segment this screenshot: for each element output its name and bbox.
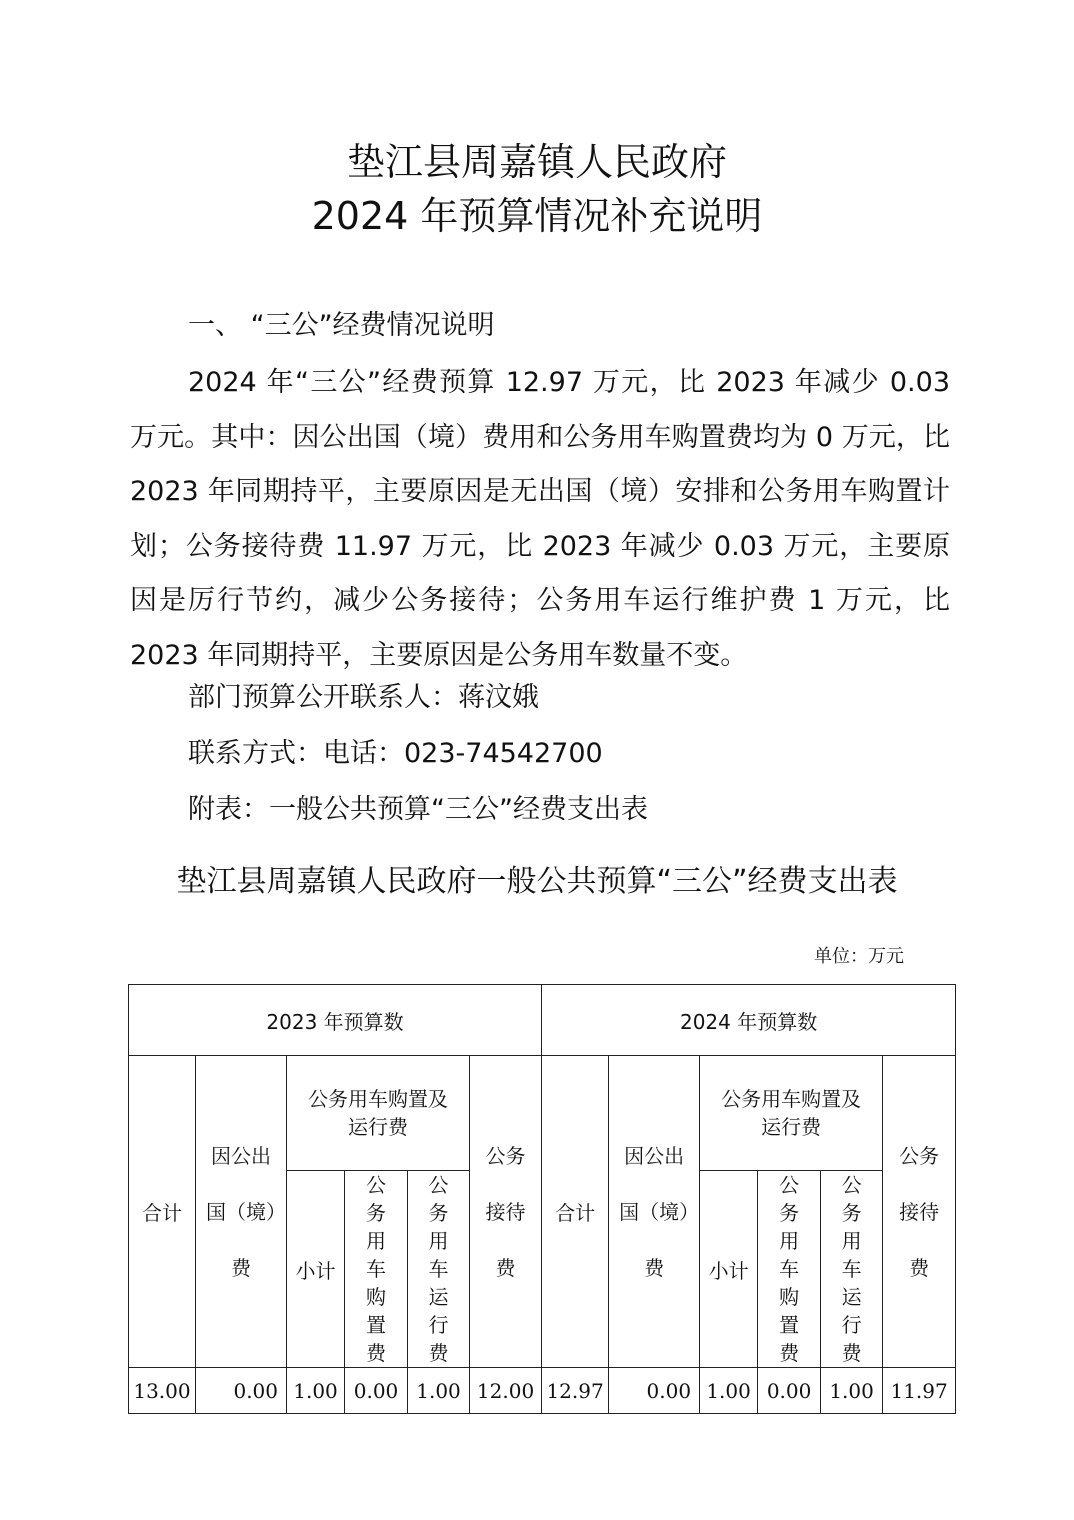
header-vehicle-purchase-2023: 公务用车购置费 — [345, 1171, 408, 1368]
year-header-row — [129, 985, 956, 1056]
header-total-2023: 合计 — [129, 1056, 196, 1368]
three-public-expenses-table — [128, 984, 956, 1414]
header-vehicle-2023: 公务用车购置及运行费 — [287, 1056, 470, 1171]
value-reception-2023: 12.00 — [470, 1368, 542, 1414]
value-overseas-2023: 0.00 — [196, 1368, 287, 1414]
section-heading: 一、 “三公”经费情况说明 — [188, 310, 495, 341]
attachment-note: 附表：一般公共预算“三公”经费支出表 — [188, 794, 648, 825]
value-overseas-2024: 0.00 — [609, 1368, 700, 1414]
header-subtotal-2024: 小计 — [700, 1171, 758, 1368]
header-2023: 2023 年预算数 — [129, 985, 542, 1056]
header-reception-2024: 公务接待费 — [883, 1056, 956, 1368]
body-paragraph: 2024 年“三公”经费预算 12.97 万元，比 2023 年减少 0.03 万元。其中：因公出国（境）费用和公务用车购置费均为 0 万元，比 2023 年同期持平，主要原因是无出国（境）安排和公务用车购置计划；公务接待费 11.97 万元，比 2023 年减少 0.03 万元，主要原因是厉行节约，减少公务接待；公务用车运行维护费 1 万元，比 2023 年同期持平，主要原因是公务用车数量不变。 — [130, 367, 950, 671]
header-subtotal-2023: 小计 — [287, 1171, 345, 1368]
contact-person: 部门预算公开联系人：蒋汶娥 — [188, 682, 539, 713]
value-reception-2024: 11.97 — [883, 1368, 956, 1414]
header-vehicle-operation-2024: 公务用车运行费 — [821, 1171, 883, 1368]
value-total-2024: 12.97 — [542, 1368, 609, 1414]
value-total-2023: 13.00 — [129, 1368, 196, 1414]
table-row — [129, 1368, 956, 1414]
value-subtotal-2024: 1.00 — [700, 1368, 758, 1414]
value-vehicle-purchase-2023: 0.00 — [345, 1368, 408, 1414]
document-title-line1: 垫江县周嘉镇人民政府 — [346, 140, 727, 184]
unit-label: 单位：万元 — [814, 946, 904, 967]
column-header-row — [129, 1056, 956, 1171]
header-2024: 2024 年预算数 — [542, 985, 956, 1056]
header-overseas-2023: 因公出国（境）费 — [196, 1056, 287, 1368]
value-vehicle-purchase-2024: 0.00 — [758, 1368, 821, 1414]
header-vehicle-purchase-2024: 公务用车购置费 — [758, 1171, 821, 1368]
table-title: 垫江县周嘉镇人民政府一般公共预算“三公”经费支出表 — [176, 864, 898, 899]
header-total-2024: 合计 — [542, 1056, 609, 1368]
header-overseas-2024: 因公出国（境）费 — [609, 1056, 700, 1368]
value-vehicle-operation-2023: 1.00 — [408, 1368, 470, 1414]
value-vehicle-operation-2024: 1.00 — [821, 1368, 883, 1414]
header-vehicle-operation-2023: 公务用车运行费 — [408, 1171, 470, 1368]
header-vehicle-2024: 公务用车购置及运行费 — [700, 1056, 883, 1171]
value-subtotal-2023: 1.00 — [287, 1368, 345, 1414]
contact-method: 联系方式：电话：023-74542700 — [188, 738, 603, 769]
header-reception-2023: 公务接待费 — [470, 1056, 542, 1368]
document-title-line2: 2024 年预算情况补充说明 — [311, 194, 763, 238]
